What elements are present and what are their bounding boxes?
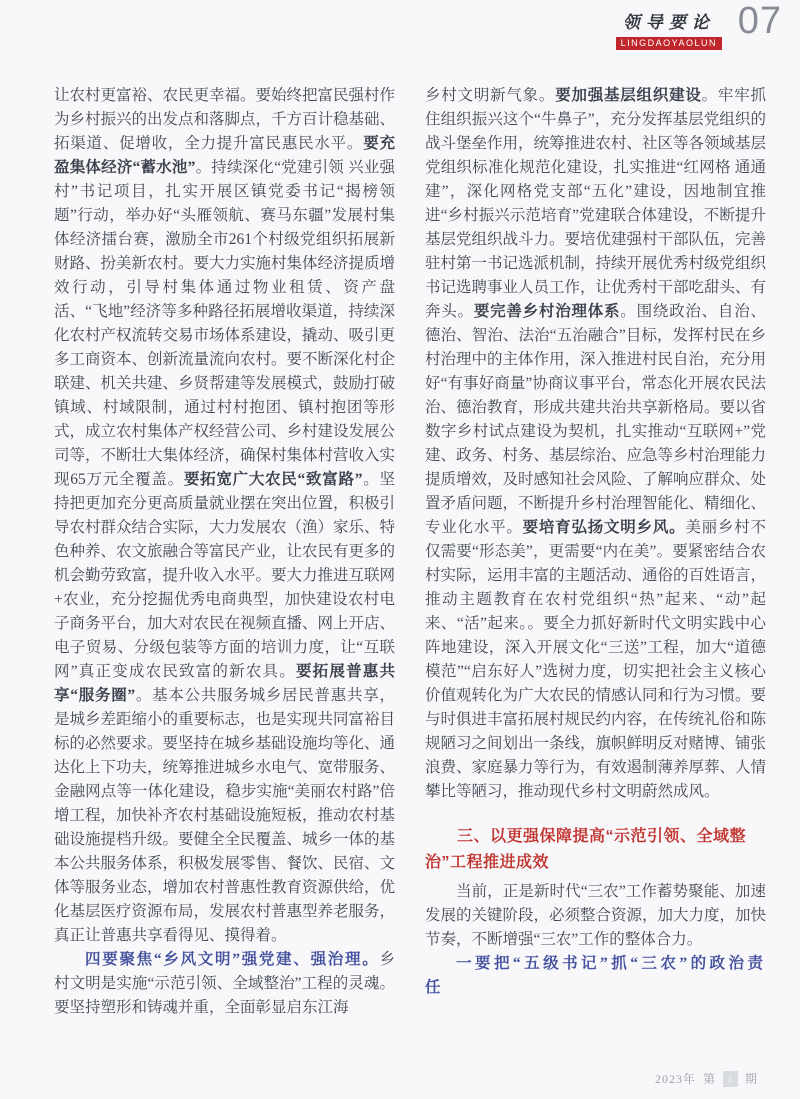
paragraph — [54, 948, 395, 1020]
emphasis-run: 要完善乡村治理体系 — [473, 303, 621, 320]
body-text-run: 乡村文明是实施“示范引领、全域整治”工程的灵魂。要坚持塑形和铸魂并重，全面彰显启东江海 — [54, 951, 395, 1016]
subpoint-kai-run: 四要聚焦“乡风文明”强党建、强治理。 — [85, 951, 380, 968]
body-text-run: 美丽乡村不仅需要“形态美”，更需要“内在美”。要紧密结合农村实际，运用丰富的主题活动、通俗的百姓语言，推动主题教育在农村党组织“热”起来、“动”起来、“活”起来。。要全力抓好新时代文明实践中心阵地建设，深入开展文化“三送”工程，加大“道德模范”“启东好人”选树力度，切实把社会主义核心价值观转化为广大农民的情感认同和行为习惯。要与时俱进丰富拓展村规民约内容，在传统礼俗和陈规陋习之间划出一条线，旗帜鲜明反对赌博、铺张浪费、家庭暴力等行为，有效遏制薄养厚葬、人情攀比等陋习，推动现代乡村文明蔚然成风。 — [425, 519, 767, 800]
footer-issue-post: 期 — [744, 1072, 758, 1086]
emphasis-run: 要拓宽广大农民“致富路” — [183, 471, 363, 488]
right-column — [425, 84, 766, 1020]
issue-number-box: 1 — [723, 1071, 738, 1087]
page-footer — [655, 1070, 758, 1087]
emphasis-run: 要加强基层组织建设 — [555, 87, 702, 104]
subpoint-kai-run: 一要把“五级书记”抓“三农”的政治责任 — [425, 955, 766, 996]
article-body — [54, 84, 766, 1020]
paragraph — [425, 952, 766, 1000]
emphasis-run: 要培育弘扬文明乡风。 — [522, 519, 686, 536]
masthead-title: 领导要论 — [622, 13, 715, 32]
body-text-run: 让农村更富裕、农民更幸福。要始终把富民强村作为乡村振兴的出发点和落脚点，千方百计稳基础、拓渠道、促增收，全力提升富民惠民水平。 — [54, 87, 396, 152]
body-text-run: 。围绕政治、自治、德治、智治、法治“五治融合”目标，发挥村民在乡村治理中的主体作用，深入推进村民自治，充分用好“有事好商量”协商议事平台，常态化开展农民法治、德治教育，形成共建共治共享新格局。要以省数字乡村试点建设为契机，扎实推动“互联网+”党建、政务、村务、基层综治、应急等乡村治理能力提质增效，及时感知社会风险、了解响应群众、处置矛盾问题，不断提升乡村治理智能化、精细化、专业化水平。 — [425, 303, 767, 536]
emphasis-run: 要拓展普惠共享“服务圈” — [54, 663, 395, 704]
masthead-pinyin-band: LINGDAOYAOLUN — [616, 37, 722, 50]
paragraph: 当前，正是新时代“三农”工作蓄势聚能、加速发展的关键阶段，必须整合资源，加大力度，加快节奏，不断增强“三农”工作的整体合力。 — [425, 883, 767, 948]
paragraph — [425, 84, 766, 804]
page-number: 07 — [737, 0, 782, 42]
paragraph — [54, 84, 395, 948]
footer-issue-pre: 第 — [702, 1072, 716, 1086]
emphasis-run: 要充盈集体经济“蓄水池” — [54, 135, 395, 176]
footer-year: 2023年 — [654, 1072, 696, 1086]
body-text-run: 。牢牢抓住组织振兴这个“牛鼻子”，充分发挥基层党组织的战斗堡垒作用，统筹推进农村、社区等各领域基层党组织标准化规范化建设，扎实推进“红网格 通通建”，深化网格党支部“五化”建设，因地制宜推进“乡村振兴示范培育”党建联合体建设，不断提升基层党组织战斗力。要培优建强村干部队伍，完善驻村第一书记选派机制，持续开展优秀村级党组织书记选聘事业人员工作，让优秀村干部吃甜头、有奔头。 — [425, 87, 767, 320]
body-text-run: 。持续深化“党建引领 兴业强村”书记项目，扎实开展区镇党委书记“揭榜领题”行动，举办好“头雁领航、赛马东疆”发展村集体经济擂台赛，激励全市261个村级党组织拓展新财路、扮美新农村。要大力实施村集体经济提质增效行动，引导村集体通过物业租赁、资产盘活、“飞地”经济等多种路径拓展增收渠道，持续深化农村产权流转交易市场体系建设，撬动、吸引更多工商资本、创新流量流向农村。要不断深化村企联建、机关共建、乡贤帮建等发展模式，鼓励打破镇域、村域限制，通过村村抱团、镇村抱团等形式，成立农村集体产权经营公司、乡村建设发展公司等，不断壮大集体经济，确保村集体村营收入实现65万元全覆盖。 — [54, 159, 396, 488]
body-text-run: 。基本公共服务城乡居民普惠共享，是城乡差距缩小的重要标志，也是实现共同富裕目标的必然要求。要坚持在城乡基础设施均等化、通达化上下功夫，统筹推进城乡水电气、宽带服务、金融网点等一体化建设，稳步实施“美丽农村路”倍增工程，加快补齐农村基础设施短板，推动农村基础设施提档升级。要健全全民覆盖、城乡一体的基本公共服务体系，积极发展零售、餐饮、民宿、文体等服务业态，增加农村普惠性教育资源供给，优化基层医疗资源布局，发展农村普惠型养老服务，真正让普惠共享看得见、摸得着。 — [54, 687, 396, 944]
section-heading: 三、以更强保障提高“示范引领、全域整治”工程推进成效 — [425, 828, 747, 871]
masthead — [616, 8, 722, 51]
left-column — [54, 84, 395, 1020]
body-text-run: 乡村文明新气象。 — [425, 87, 556, 104]
body-text-run: 。坚持把更加充分更高质量就业摆在突出位置，积极引导农村群众结合实际，大力发展农（渔）家乐、特色种养、农文旅融合等富民产业，让农民有更多的机会勤劳致富，提升收入水平。要大力推进互联网+农业，充分挖掘优秀电商典型，加快建设农村电子商务平台，加大对农民在视频直播、网上开店、电子贸易、分级包装等方面的培训力度，让“互联网”真正变成农民致富的新农具。 — [54, 471, 396, 680]
